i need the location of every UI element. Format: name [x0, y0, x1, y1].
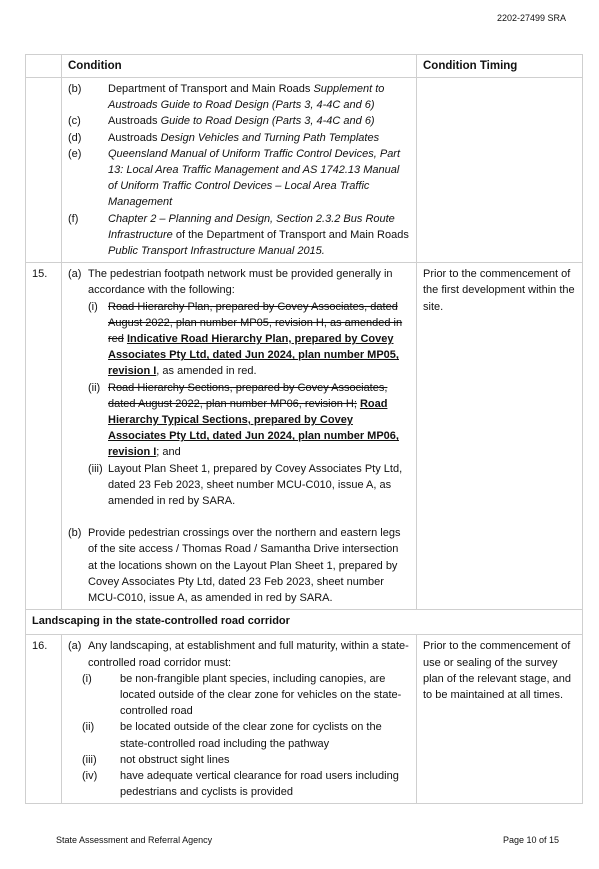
item-label: (ii) — [82, 721, 95, 734]
item-text — [108, 380, 410, 461]
condition-number: 16. — [26, 635, 62, 804]
table-row — [26, 635, 583, 804]
text-run: Design Vehicles and Turning Path Templates — [160, 131, 380, 144]
text-run: Queensland Manual of Uniform Traffic Control Devices, Part 13: Local Area Traffic Management and AS 1742.13 Manual of Uniform Traffic Control Devices – Local Area Traffic Management — [108, 147, 401, 209]
item-text: Any landscaping, at establishment and full maturity, within a state-controlled road corridor must: — [88, 640, 409, 669]
header-number-cell — [26, 55, 62, 78]
text-run: ; and — [156, 446, 181, 459]
list-item — [68, 81, 410, 113]
item-label: (iii) — [82, 753, 97, 766]
condition-15-subitems — [68, 299, 410, 510]
item-text: Provide pedestrian crossings over the northern and eastern legs of the site access / Thomas Road / Samantha Drive intersection at the locations shown on the Layout Plan Sheet 1, prepared by Covey Associates Pty Ltd, dated 23 Feb 2023, sheet number MCU-C010, issue A, as amended in red by SARA. — [88, 527, 401, 605]
item-label: (i) — [82, 672, 92, 685]
text-run: , as amended in red. — [156, 365, 257, 378]
header-timing: Condition Timing — [417, 55, 583, 78]
item-text — [108, 461, 410, 510]
list-item — [88, 380, 410, 461]
list-item — [68, 113, 410, 129]
text-run: of the Department of Transport and Main Roads — [172, 228, 409, 241]
section-title: Landscaping in the state-controlled road corridor — [26, 610, 583, 635]
item-label: (b) — [68, 527, 82, 540]
list-item — [68, 146, 410, 211]
item-label: (c) — [68, 115, 81, 128]
condition-16-subitems — [68, 671, 410, 801]
deleted-text: Road Hierarchy Sections, prepared by Covey Associates, dated August 2022, plan number MP06, revision H; — [108, 381, 388, 410]
table-row — [26, 263, 583, 610]
condition-16-a — [68, 638, 410, 670]
item-text: The pedestrian footpath network must be provided generally in accordance with the following: — [88, 268, 393, 297]
item-label: (ii) — [88, 381, 101, 394]
item-text — [108, 113, 410, 129]
section-row — [26, 610, 583, 635]
condition-timing: Prior to the commencement of use or sealing of the survey plan of the relevant stage, and to be maintained at all times. — [417, 635, 583, 804]
list-item — [82, 719, 410, 751]
text-run: Austroads — [108, 115, 161, 128]
footer-page-number: Page 10 of 15 — [502, 835, 559, 845]
condition-16-cell — [62, 635, 417, 804]
header-condition: Condition — [62, 55, 417, 78]
conditions-table — [25, 54, 583, 804]
item-label: (e) — [68, 147, 82, 160]
document-reference: 2202-27499 SRA — [496, 13, 566, 23]
condition-number: 15. — [26, 263, 62, 610]
table-header-row — [26, 55, 583, 78]
text-run: Layout Plan Sheet 1, prepared by Covey Associates Pty Ltd, dated 23 Feb 2023, sheet number MCU-C010, issue A, as amended in red by SARA. — [108, 462, 403, 508]
condition-15-b — [68, 525, 410, 606]
item-label: (iv) — [82, 769, 98, 782]
list-item — [88, 461, 410, 510]
list-item — [68, 211, 410, 260]
deleted-text: Road Hierarchy Plan, prepared by Covey Associates, dated August 2022, plan number MP05, revision H, as amended in red — [108, 300, 403, 346]
item-text: be located outside of the clear zone for cyclists on the state-controlled road including the pathway — [120, 721, 382, 750]
continued-condition-cell — [62, 78, 417, 263]
list-item — [68, 130, 410, 146]
text-run: Public Transport Infrastructure Manual 2015. — [108, 245, 325, 258]
list-item — [82, 671, 410, 720]
text-run: Chapter 2 – Planning and Design, Section 2.3.2 Bus Route Infrastructure — [108, 212, 395, 241]
item-label: (a) — [68, 268, 82, 281]
item-text — [108, 130, 410, 146]
footer-agency: State Assessment and Referral Agency — [56, 835, 213, 845]
condition-15-a — [68, 266, 410, 298]
item-label: (d) — [68, 131, 82, 144]
text-run: Guide to Road Design (Parts 3, 4-4C and 6) — [160, 115, 375, 128]
list-item — [82, 768, 410, 800]
item-text: be non-frangible plant species, including canopies, are located outside of the clear zone for vehicles on the state-controlled road — [120, 672, 402, 718]
list-item — [88, 299, 410, 380]
item-text — [108, 299, 410, 380]
item-label: (f) — [68, 212, 79, 225]
item-text — [108, 81, 410, 113]
text-run: Supplement to Austroads Guide to Road Design (Parts 3, 4-4C and 6) — [108, 83, 385, 112]
item-text: not obstruct sight lines — [120, 753, 230, 766]
inserted-text: Road Hierarchy Typical Sections, prepared by Covey Associates Pty Ltd, dated Jun 2024, plan number MP06, revision I — [108, 397, 399, 459]
inserted-text: Indicative Road Hierarchy Plan, prepared by Covey Associates Pty Ltd, dated Jun 2024, plan number MP05, revision I — [108, 333, 399, 378]
list-item — [82, 752, 410, 768]
condition-15-cell — [62, 263, 417, 610]
item-text: have adequate vertical clearance for road users including pedestrians and cyclists is provided — [120, 769, 399, 799]
text-run: Austroads — [108, 131, 161, 144]
table-row — [26, 78, 583, 263]
item-text — [108, 211, 410, 260]
text-run: Department of Transport and Main Roads — [108, 83, 314, 95]
item-text — [108, 146, 410, 211]
item-label: (b) — [68, 83, 82, 95]
item-label: (i) — [88, 300, 98, 313]
condition-timing: Prior to the commencement of the first development within the site. — [417, 263, 583, 610]
item-label: (iii) — [88, 462, 103, 475]
item-label: (a) — [68, 640, 82, 653]
